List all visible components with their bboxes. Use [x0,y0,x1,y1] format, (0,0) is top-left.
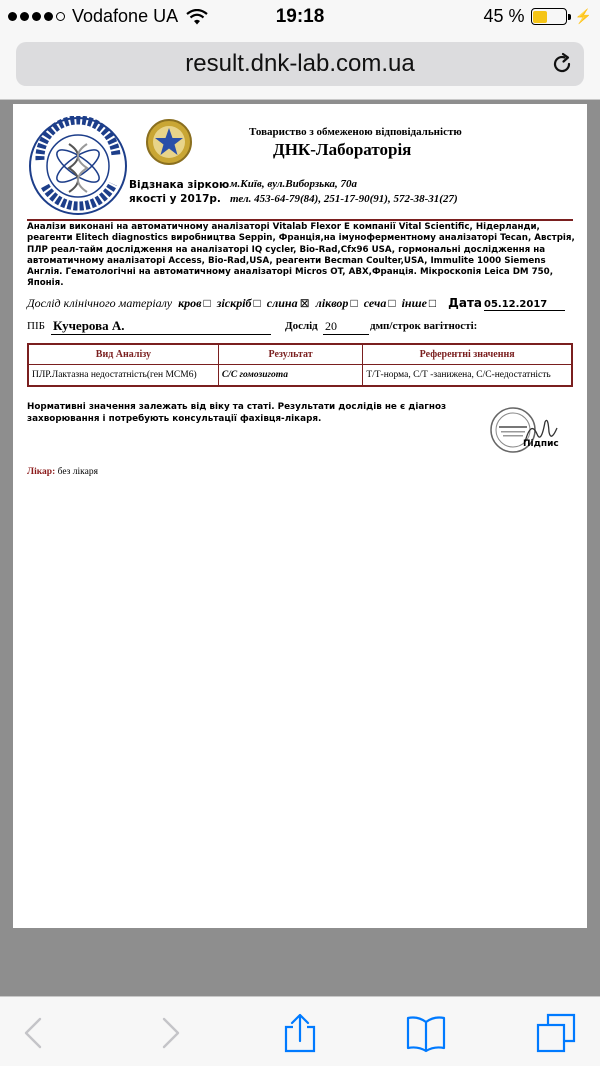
reload-icon[interactable] [550,52,574,76]
cell-reference: Т/Т-норма, С/Т -занижена, С/С-недостатність [366,369,551,380]
material-option-scraping: зіскріб □ [216,296,261,310]
material-option-other: інше □ [401,296,437,310]
quality-badge: Відзнака зіркою якості у 2017р. [129,179,230,205]
org-name: ДНК-Лабораторія [273,140,412,159]
forward-icon[interactable] [150,1013,190,1053]
doctor-label: Лікар: [27,467,56,477]
patient-name: Кучерова А. [51,318,271,335]
doctor-row [27,467,98,477]
material-label: Дослід клінічного матеріалу [27,296,173,310]
quality-star-award-icon [145,118,193,166]
results-table [27,343,573,387]
tabs-icon[interactable] [536,1013,576,1053]
org-type: Товариство з обмеженою відповідальністю [249,126,462,138]
battery-percent: 45 % [483,6,525,26]
url-text[interactable]: result.dnk-lab.com.ua [185,50,415,77]
pregnancy-label: дмп/строк вагітності: [370,320,478,332]
test-number: 20 [323,319,369,335]
org-phones: тел. 453-64-79(84), 251-17-90(91), 572-38-31(27) [230,193,458,205]
doctor-value: без лікаря [57,467,98,477]
material-option-urine: сеча □ [363,296,396,310]
battery-level [533,11,547,23]
signature-label: Підпис [523,439,559,449]
header-result: Результат [218,344,362,364]
url-bar[interactable] [16,42,584,86]
header-analysis: Вид Аналізу [28,344,218,364]
bookmarks-icon[interactable] [406,1013,446,1053]
back-icon[interactable] [14,1013,54,1053]
report-page [13,104,587,928]
share-icon[interactable] [280,1013,320,1053]
header-reference: Референтні значення [363,344,572,364]
browser-address-area [0,40,600,100]
charging-icon: ⚡ [574,8,592,24]
equipment-info: Аналізи виконані на автоматичному аналізаторі Vitalab Flexor E компанії Vital Scientific, Нідерланди, реагенти Elitech diagnostics виробництва Seppin, Франція,на імуноферментному аналізаторі Tecan, Австрія, ПЛР реал-тайм дослідження на аналізаторі IQ cycler, Bio-Rad,Cfx96 USA, гормональні дослідження на автоматичному аналізаторі Access, Bio-Rad,USA, реагенти Becman Coulter,USA, Immulite 1000 Siemens Англія. Гематологічні на автоматичному аналізаторі Micros OT, ABX,Франція. Мікроскопія Leica DM 750, Японія. [27,222,575,289]
material-option-liquor: ліквор □ [315,296,358,310]
status-bar [0,0,600,40]
patient-row [27,318,575,338]
battery-icon [531,8,567,25]
table-header-row [28,344,572,364]
patient-name-label: ПІБ [27,320,45,332]
battery-area [484,6,592,27]
clock: 19:18 [275,6,325,27]
material-option-saliva: слина ⊠ [266,296,310,310]
test-number-label: Дослід [285,320,318,332]
material-row [27,296,575,311]
disclaimer-text: Нормативні значення залежать від віку та статі. Результати дослідів не є діагноз захворювання і потребують консультації фахівця-лікаря. [27,402,447,424]
carrier-name: Vodafone UA [72,6,179,26]
org-address: м.Київ, вул.Виборзька, 70а [230,178,358,190]
cell-analysis: ПЛР.Лактазна недостатність(ген МСМ6) [28,364,218,386]
cell-result: С/С гомозигота [218,364,362,386]
header-divider [27,219,573,221]
date-value: 05.12.2017 [484,299,565,311]
dna-laboratory-logo [27,116,129,216]
date-label: Дата [448,296,482,310]
table-row [28,364,572,386]
browser-toolbar [0,996,600,1066]
material-option-blood: кров □ [178,296,211,310]
